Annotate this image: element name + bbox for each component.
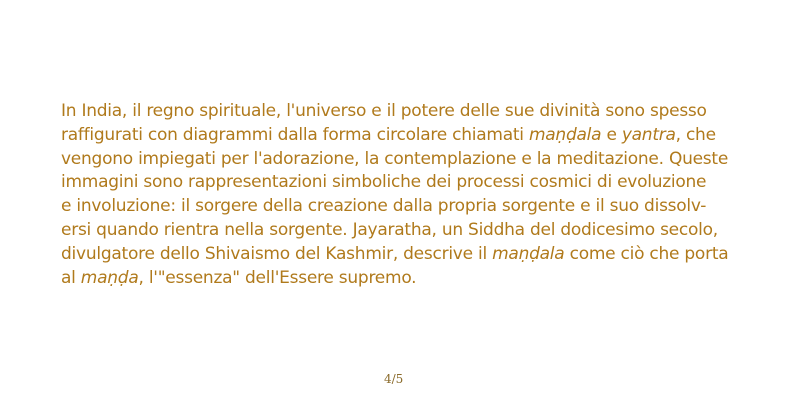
text-run: e (601, 124, 622, 145)
paragraph-line-8 (61, 267, 761, 291)
paragraph-line-3 (61, 148, 761, 172)
text-run: ersi quando rientra nella sorgente. Jayaratha, un Siddha del dodicesimo secolo, (61, 219, 718, 240)
paragraph-line-7 (61, 243, 761, 267)
page-number: 4/5 (384, 372, 404, 386)
italic-term-mandala: maṇḍala (492, 243, 565, 264)
body-paragraph (61, 100, 761, 290)
italic-term-manda: maṇḍa (80, 267, 139, 288)
text-run: vengono impiegati per l'adorazione, la contemplazione e la meditazione. Queste (61, 148, 729, 169)
paragraph-line-2 (61, 124, 761, 148)
paragraph-line-4 (61, 171, 761, 195)
text-run: In India, il regno spirituale, l'universo e il potere delle sue divinità sono spesso (61, 101, 707, 121)
text-run: divulgatore dello Shivaismo del Kashmir, descrive il (61, 243, 493, 264)
text-run: , l'"essenza" dell'Essere supremo. (138, 267, 417, 288)
text-run: raffigurati con diagrammi dalla forma circolare chiamati (61, 124, 529, 145)
italic-term-mandala: maṇḍala (528, 124, 602, 145)
text-run: , che (675, 124, 716, 145)
text-run: immagini sono rappresentazioni simboliche dei processi cosmici di evoluzione (61, 172, 707, 193)
text-run: come ciò che porta (564, 243, 729, 264)
paragraph-line-6 (61, 219, 761, 243)
paragraph-line-1 (61, 100, 761, 124)
italic-term-yantra: yantra (621, 124, 676, 145)
text-run: al (61, 267, 81, 288)
text-run: e involuzione: il sorgere della creazione dalla propria sorgente e il suo dissolv- (61, 196, 707, 217)
paragraph-line-5 (61, 195, 761, 219)
